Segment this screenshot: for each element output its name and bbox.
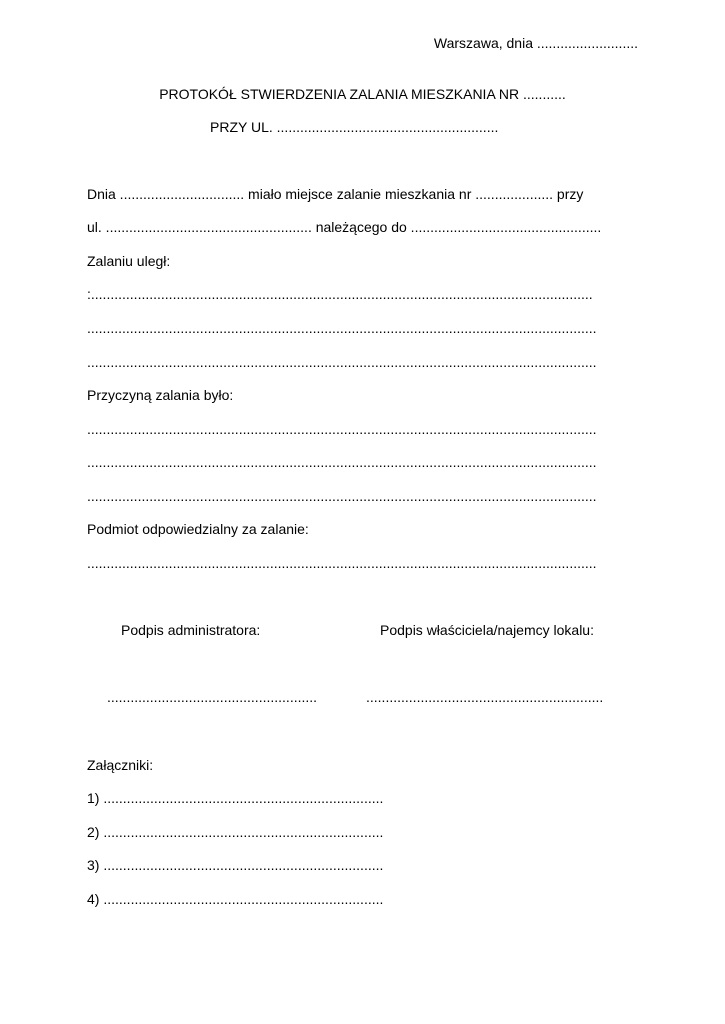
damage-fill-line: :................................................................................................................................. <box>87 286 593 302</box>
responsible-label: Podmiot odpowiedzialny za zalanie: <box>87 521 309 537</box>
attachment-item: 4) ........................................................................ <box>87 891 384 907</box>
damage-fill-line: ................................................................................................................................... <box>87 320 597 336</box>
place-date-line: Warszawa, dnia .......................... <box>433 35 638 51</box>
damage-label: Zalaniu uległ: <box>87 253 171 269</box>
document-title: PROTOKÓŁ STWIERDZENIA ZALANIA MIESZKANIA NR ........... <box>159 86 566 102</box>
attachments-label: Załączniki: <box>87 757 154 773</box>
attachment-item: 2) ........................................................................ <box>87 824 384 840</box>
owner-signature-line: ............................................................. <box>366 689 604 705</box>
admin-signature-line: ...................................................... <box>107 689 318 705</box>
cause-fill-line: ................................................................................................................................... <box>87 454 597 470</box>
document-subtitle-street: PRZY UL. ......................................................... <box>210 119 499 135</box>
damage-fill-line: ................................................................................................................................... <box>87 354 597 370</box>
owner-signature-label: Podpis właściciela/najemcy lokalu: <box>380 622 594 638</box>
admin-signature-label: Podpis administratora: <box>121 622 261 638</box>
cause-fill-line: ................................................................................................................................... <box>87 421 597 437</box>
intro-line-street-owner: ul. ..................................................... należącego do ................................................. <box>87 219 602 235</box>
attachment-item: 3) ........................................................................ <box>87 857 384 873</box>
intro-line-date-flat: Dnia ................................ miało miejsce zalanie mieszkania nr .................... przy <box>87 186 584 202</box>
responsible-fill-line: ................................................................................................................................... <box>87 555 597 571</box>
attachment-item: 1) ........................................................................ <box>87 790 384 806</box>
cause-label: Przyczyną zalania było: <box>87 387 234 403</box>
cause-fill-line: ................................................................................................................................... <box>87 488 597 504</box>
